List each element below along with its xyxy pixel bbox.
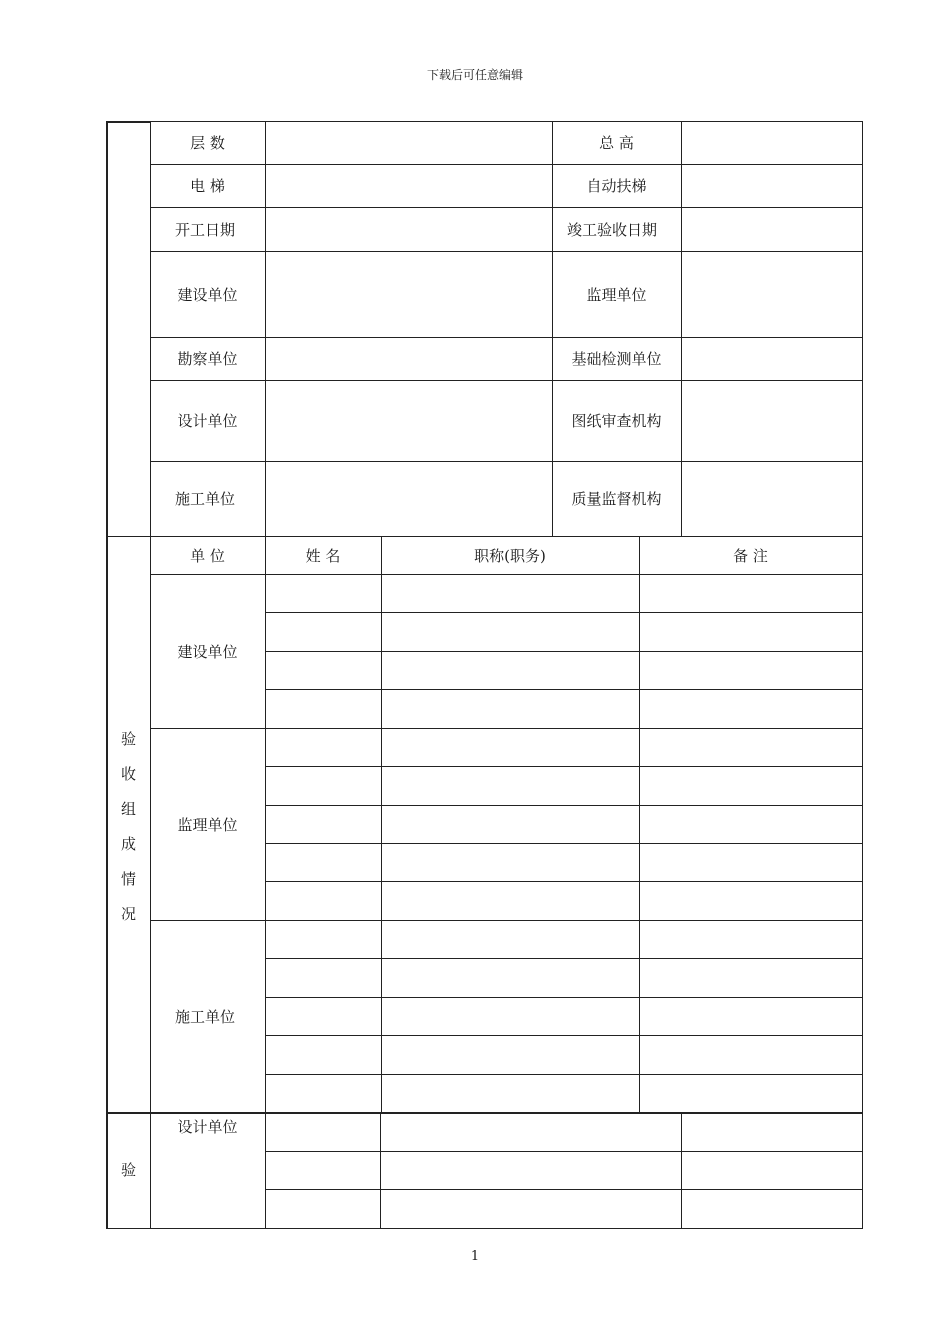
start-date-value[interactable]	[265, 207, 552, 251]
foundation-test-unit-label: 基础检测单位	[571, 350, 662, 368]
side-char: 情	[120, 870, 136, 888]
drawing-review-value[interactable]	[681, 380, 862, 461]
row-divider	[265, 1035, 863, 1036]
contractor-value[interactable]	[265, 461, 552, 536]
col-divider	[681, 1112, 682, 1228]
col-divider	[265, 1112, 266, 1228]
col-divider	[639, 536, 640, 1113]
group-unit-supervision: 监理单位	[177, 815, 238, 834]
table-top-border-left	[106, 121, 151, 123]
page-header: 下载后可任意编辑	[426, 68, 523, 82]
side-char: 组	[120, 800, 136, 818]
drawing-review-label: 图纸审查机构	[571, 412, 662, 430]
row-divider	[265, 612, 863, 613]
design-unit-value[interactable]	[265, 380, 552, 461]
side-char: 收	[120, 765, 136, 783]
quality-supervision-label: 质量监督机构	[571, 490, 662, 508]
total-height-value[interactable]	[681, 121, 862, 164]
row-divider	[265, 958, 863, 959]
row-divider	[265, 1189, 863, 1190]
row-divider	[265, 1151, 863, 1152]
supervision-unit-label: 监理单位	[586, 285, 647, 304]
page-number: 1	[470, 1249, 480, 1264]
side-char: 况	[120, 905, 136, 923]
construction-unit-label: 建设单位	[177, 285, 238, 304]
total-height-label: 总 高	[599, 134, 634, 152]
quality-supervision-value[interactable]	[681, 461, 862, 536]
group-unit-construction: 建设单位	[177, 642, 238, 661]
acceptance-date-value[interactable]	[681, 207, 862, 251]
start-date-label: 开工日期	[175, 220, 236, 239]
elevator-label: 电 梯	[190, 177, 225, 195]
table-bottom-border	[106, 1228, 863, 1229]
group-unit-contractor: 施工单位	[175, 1007, 236, 1026]
escalator-value[interactable]	[681, 164, 862, 207]
supervision-unit-value[interactable]	[681, 251, 862, 337]
header-name: 姓 名	[305, 546, 341, 565]
design-unit-label: 设计单位	[177, 412, 238, 430]
row-divider	[265, 766, 863, 767]
table-right-border	[862, 121, 863, 1229]
floors-label: 层 数	[190, 134, 225, 152]
foundation-test-unit-value[interactable]	[681, 337, 862, 380]
side-char: 成	[120, 835, 136, 853]
survey-unit-label: 勘察单位	[177, 350, 238, 368]
header-title: 职称(职务)	[474, 546, 546, 565]
section3-side-label: 验	[120, 1161, 136, 1179]
header-unit: 单 位	[190, 546, 225, 565]
elevator-value[interactable]	[265, 164, 552, 207]
row-divider	[265, 997, 863, 998]
col-divider	[380, 1112, 381, 1228]
row-divider	[265, 843, 863, 844]
header-remark: 备 注	[733, 546, 768, 565]
contractor-label: 施工单位	[175, 490, 236, 508]
escalator-label: 自动扶梯	[586, 177, 647, 195]
row-divider	[265, 881, 863, 882]
row-divider	[265, 1074, 863, 1075]
row-divider	[265, 805, 863, 806]
table-left-border	[106, 121, 108, 1229]
survey-unit-value[interactable]	[265, 337, 552, 380]
row-divider	[265, 689, 863, 690]
floors-value[interactable]	[265, 121, 552, 164]
row-divider	[265, 651, 863, 652]
construction-unit-value[interactable]	[265, 251, 552, 337]
col-divider	[265, 536, 266, 1113]
section3-unit-design: 设计单位	[177, 1118, 238, 1136]
acceptance-date-label: 竣工验收日期	[567, 220, 658, 239]
col-divider	[381, 536, 382, 1113]
side-char: 验	[120, 730, 136, 748]
